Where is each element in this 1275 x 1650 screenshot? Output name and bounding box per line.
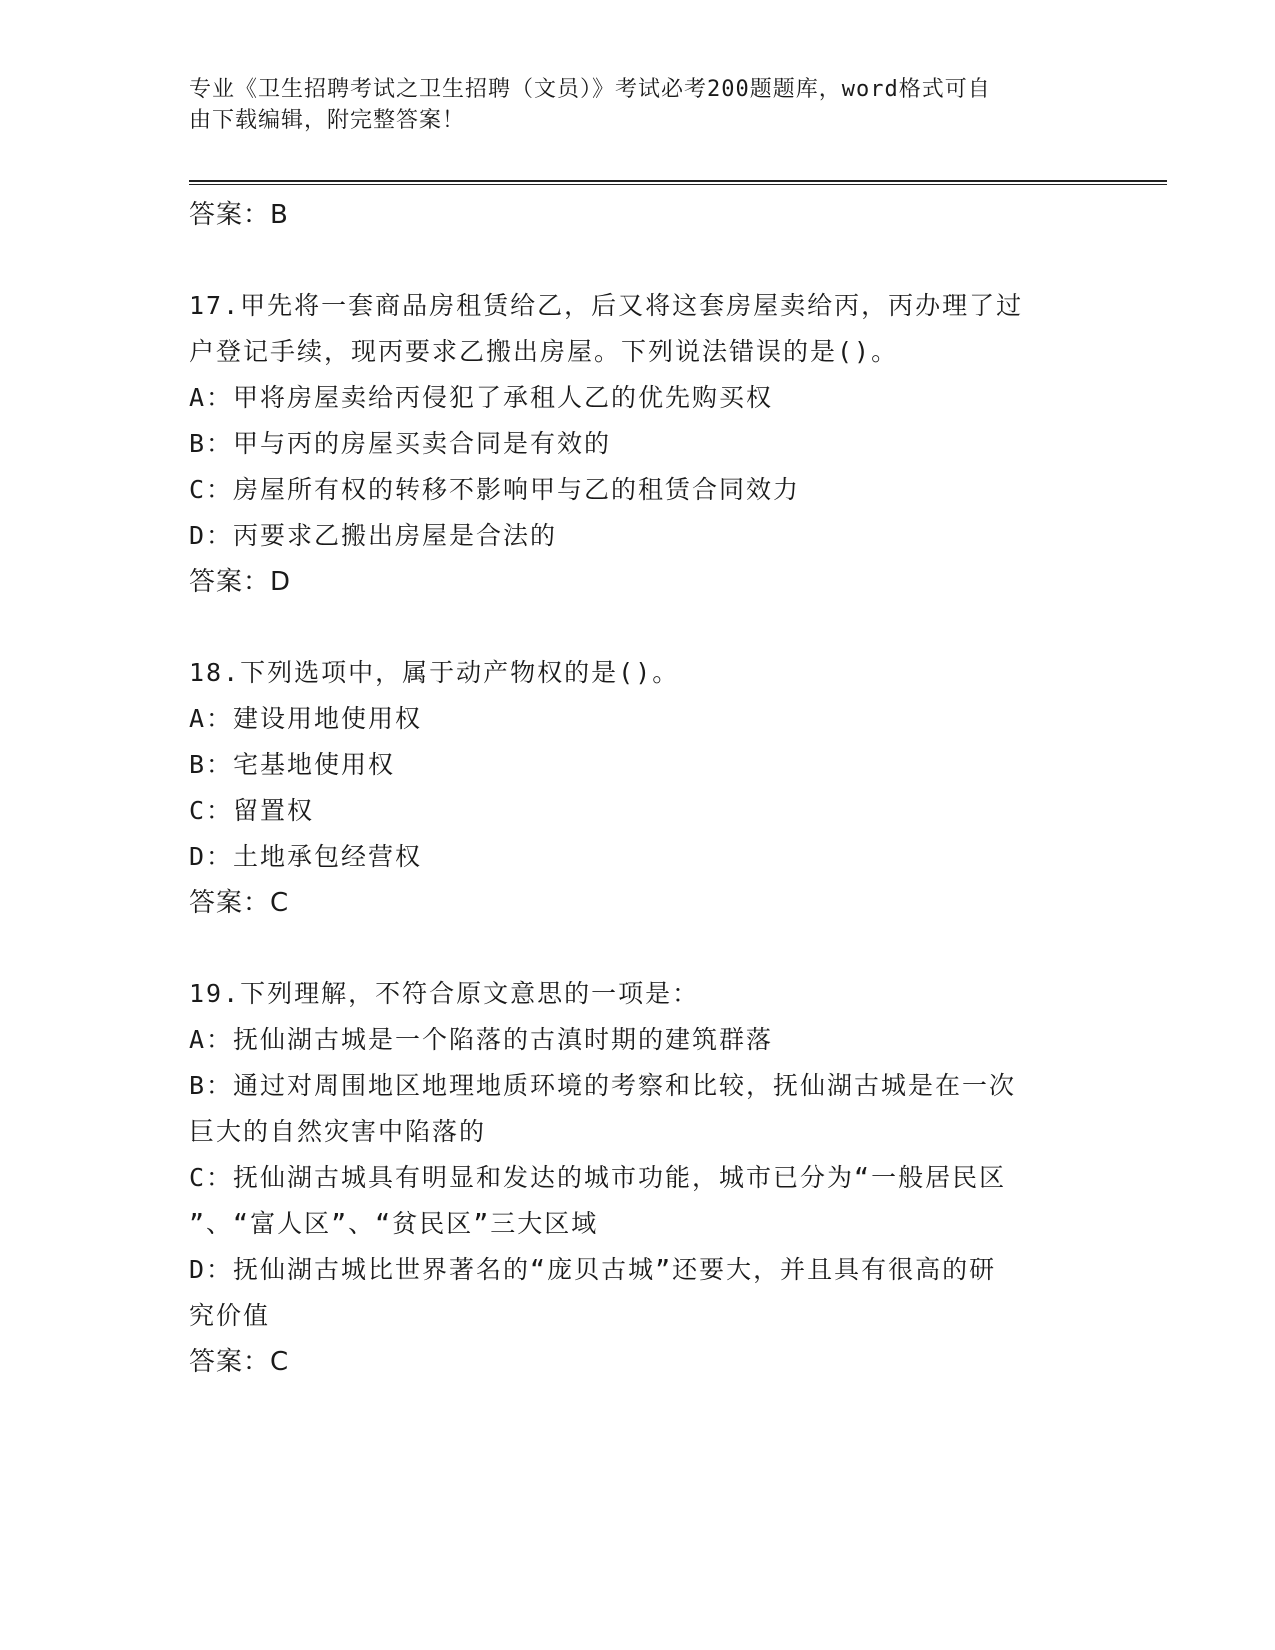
option-c-continued: ”、“富人区”、“贫民区”三大区域 <box>189 1209 599 1238</box>
question-stem-line: 户登记手续，现丙要求乙搬出房屋。下列说法错误的是()。 <box>189 337 899 366</box>
question-stem-line: 17.甲先将一套商品房租赁给乙，后又将这套房屋卖给丙，丙办理了过 <box>189 291 1024 320</box>
option-a: A：建设用地使用权 <box>189 704 423 733</box>
option-d-continued: 究价值 <box>189 1301 271 1330</box>
question-list <box>189 192 1089 1385</box>
question-17 <box>189 283 1089 605</box>
option-a: A：甲将房屋卖给丙侵犯了承租人乙的优先购买权 <box>189 383 774 412</box>
option-d: D：土地承包经营权 <box>189 842 423 871</box>
option-a: A：抚仙湖古城是一个陷落的古滇时期的建筑群落 <box>189 1025 774 1054</box>
answer-line: 答案：C <box>189 888 290 918</box>
option-c: C：房屋所有权的转移不影响甲与乙的租赁合同效力 <box>189 475 801 504</box>
answer-line: 答案：C <box>189 1347 290 1377</box>
question-18 <box>189 650 1089 926</box>
option-c: C：留置权 <box>189 796 315 825</box>
option-d: D：抚仙湖古城比世界著名的“庞贝古城”还要大，并且具有很高的研 <box>189 1255 997 1284</box>
header-line-2: 由下载编辑，附完整答案！ <box>189 108 466 133</box>
option-b: B：宅基地使用权 <box>189 750 396 779</box>
previous-answer: 答案：B <box>189 200 289 230</box>
question-stem-line: 19.下列理解，不符合原文意思的一项是： <box>189 979 700 1008</box>
answer-line: 答案：D <box>189 567 292 597</box>
page-header <box>189 74 1089 136</box>
option-b-continued: 巨大的自然灾害中陷落的 <box>189 1117 487 1146</box>
option-d: D：丙要求乙搬出房屋是合法的 <box>189 521 558 550</box>
option-b: B：甲与丙的房屋买卖合同是有效的 <box>189 429 612 458</box>
option-c: C：抚仙湖古城具有明显和发达的城市功能，城市已分为“一般居民区 <box>189 1163 1007 1192</box>
question-19 <box>189 971 1089 1385</box>
question-stem-line: 18.下列选项中，属于动产物权的是()。 <box>189 658 680 687</box>
header-divider <box>189 180 1167 185</box>
option-b: B：通过对周围地区地理地质环境的考察和比较，抚仙湖古城是在一次 <box>189 1071 1017 1100</box>
header-line-1: 专业《卫生招聘考试之卫生招聘（文员）》考试必考200题题库，word格式可自 <box>189 77 991 102</box>
